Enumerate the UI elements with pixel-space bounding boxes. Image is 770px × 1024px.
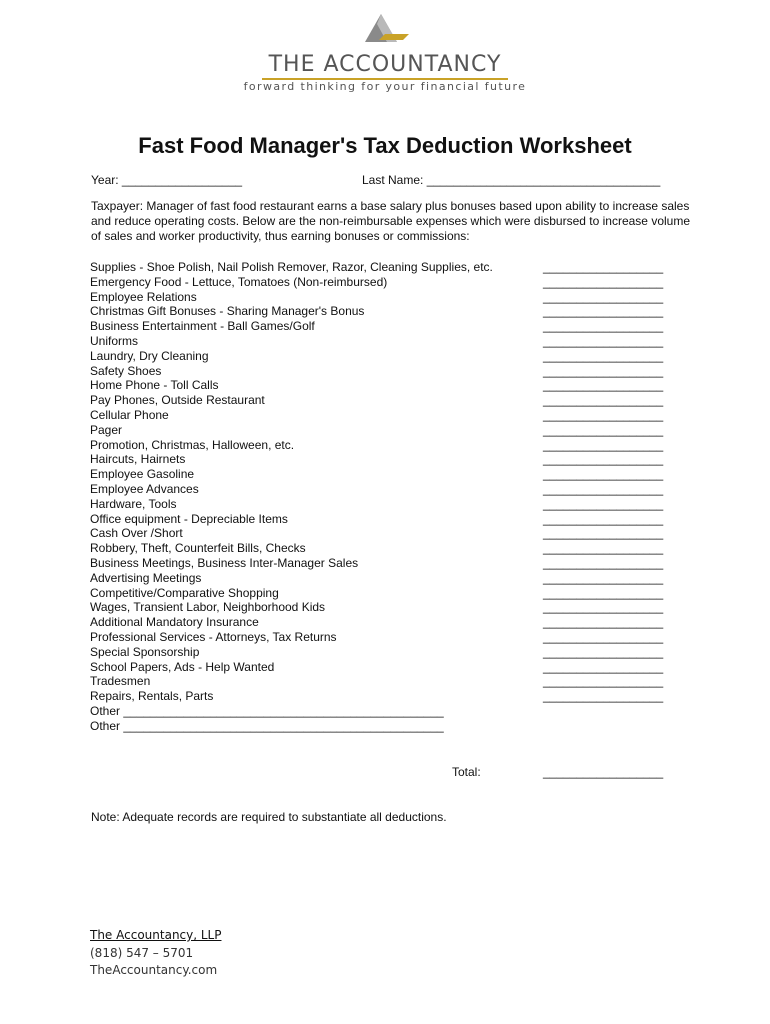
brand-tagline: forward thinking for your financial future <box>243 80 527 93</box>
expense-item: Promotion, Christmas, Halloween, etc. <box>90 437 295 452</box>
expense-item: School Papers, Ads - Help Wanted <box>90 659 275 674</box>
expense-item: Repairs, Rentals, Parts <box>90 689 214 704</box>
expense-amount-field[interactable]: __________________ <box>543 289 664 304</box>
expense-item: Special Sponsorship <box>90 644 200 659</box>
expense-amount-field[interactable]: __________________ <box>543 467 664 482</box>
page-title: Fast Food Manager's Tax Deduction Worksheet <box>138 133 632 158</box>
expense-amount-field[interactable]: __________________ <box>543 481 664 496</box>
expense-item: Professional Services - Attorneys, Tax Returns <box>90 629 337 644</box>
expense-amount-field[interactable]: __________________ <box>543 319 664 334</box>
expense-amount-field[interactable]: __________________ <box>543 511 664 526</box>
expense-amount-field[interactable]: __________________ <box>543 333 664 348</box>
expense-amount-field[interactable]: __________________ <box>543 674 664 689</box>
expense-item: Business Meetings, Business Inter-Manager Sales <box>90 555 359 570</box>
expense-amount-field[interactable]: __________________ <box>543 541 664 556</box>
expense-item: Other ________________________________________________ <box>90 703 444 718</box>
expense-item: Office equipment - Depreciable Items <box>90 511 288 526</box>
firm-website: TheAccountancy.com <box>90 963 218 977</box>
expense-item: Employee Relations <box>90 289 197 304</box>
expense-item: Cash Over /Short <box>90 526 183 541</box>
expense-amount-field[interactable]: __________________ <box>543 629 664 644</box>
expense-amount-field[interactable]: __________________ <box>543 585 664 600</box>
expense-item: Cellular Phone <box>90 407 169 422</box>
triangle-logo-icon <box>365 12 411 48</box>
note-text: Note: Adequate records are required to substantiate all deductions. <box>91 810 447 824</box>
year-field[interactable]: Year: __________________ <box>91 173 243 187</box>
expense-item: Christmas Gift Bonuses - Sharing Manager's Bonus <box>90 304 365 319</box>
expense-item: Employee Gasoline <box>90 467 195 482</box>
expense-amount-field[interactable]: __________________ <box>543 304 664 319</box>
expense-item: Home Phone - Toll Calls <box>90 378 219 393</box>
expense-amount-field[interactable]: __________________ <box>543 348 664 363</box>
amount-column <box>543 260 663 704</box>
expense-amount-field[interactable]: __________________ <box>543 496 664 511</box>
expense-item: Advertising Meetings <box>90 570 202 585</box>
expense-item: Supplies - Shoe Polish, Nail Polish Remover, Razor, Cleaning Supplies, etc. <box>90 260 493 274</box>
expense-amount-field[interactable]: __________________ <box>543 644 664 659</box>
expense-item: Robbery, Theft, Counterfeit Bills, Checks <box>90 541 306 556</box>
firm-name: The Accountancy, LLP <box>90 928 222 942</box>
footer-contact <box>90 927 221 980</box>
expense-amount-field[interactable]: __________________ <box>543 600 664 615</box>
expense-amount-field[interactable]: __________________ <box>543 393 664 408</box>
expense-amount-field[interactable]: __________________ <box>543 570 664 585</box>
total-label: Total: <box>452 765 481 779</box>
expense-amount-field[interactable]: __________________ <box>543 689 664 704</box>
expense-item: Tradesmen <box>90 674 151 689</box>
firm-phone: (818) 547 – 5701 <box>90 945 194 960</box>
brand-name: THE ACCOUNTANCY <box>268 52 502 77</box>
expense-item: Uniforms <box>90 333 139 348</box>
expense-list <box>90 260 493 734</box>
expense-amount-field[interactable]: __________________ <box>543 615 664 630</box>
expense-item: Haircuts, Hairnets <box>90 452 186 467</box>
expense-amount-field[interactable]: __________________ <box>543 452 664 467</box>
expense-item: Emergency Food - Lettuce, Tomatoes (Non-reimbursed) <box>90 274 388 289</box>
expense-item: Additional Mandatory Insurance <box>90 615 259 630</box>
expense-item: Other ________________________________________________ <box>90 718 444 733</box>
expense-item: Hardware, Tools <box>90 496 177 511</box>
expense-amount-field[interactable]: __________________ <box>543 378 664 393</box>
total-amount-field[interactable]: __________________ <box>543 765 664 779</box>
expense-item: Laundry, Dry Cleaning <box>90 348 209 363</box>
expense-item: Pay Phones, Outside Restaurant <box>90 393 265 408</box>
expense-amount-field[interactable]: __________________ <box>543 260 664 274</box>
expense-amount-field[interactable]: __________________ <box>543 555 664 570</box>
expense-item: Competitive/Comparative Shopping <box>90 585 279 600</box>
expense-item: Safety Shoes <box>90 363 162 378</box>
expense-amount-field[interactable]: __________________ <box>543 437 664 452</box>
expense-item: Wages, Transient Labor, Neighborhood Kids <box>90 600 326 615</box>
last-name-field[interactable]: Last Name: ___________________________________ <box>362 173 661 187</box>
expense-item: Pager <box>90 422 123 437</box>
expense-amount-field[interactable]: __________________ <box>543 422 664 437</box>
expense-amount-field[interactable]: __________________ <box>543 274 664 289</box>
expense-item: Employee Advances <box>90 481 199 496</box>
intro-paragraph: Taxpayer: Manager of fast food restaurant earns a base salary plus bonuses based upon ability to increase sales and reduce operating costs. Below are the non-reimbursable expenses which were disbursed to increase volume of sales and worker productivity, thus earning bonuses or commissions: <box>91 199 690 243</box>
expense-amount-field[interactable]: __________________ <box>543 363 664 378</box>
expense-amount-field[interactable]: __________________ <box>543 526 664 541</box>
expense-amount-field[interactable]: __________________ <box>543 659 664 674</box>
expense-amount-field[interactable]: __________________ <box>543 407 664 422</box>
expense-item: Business Entertainment - Ball Games/Golf <box>90 319 315 334</box>
